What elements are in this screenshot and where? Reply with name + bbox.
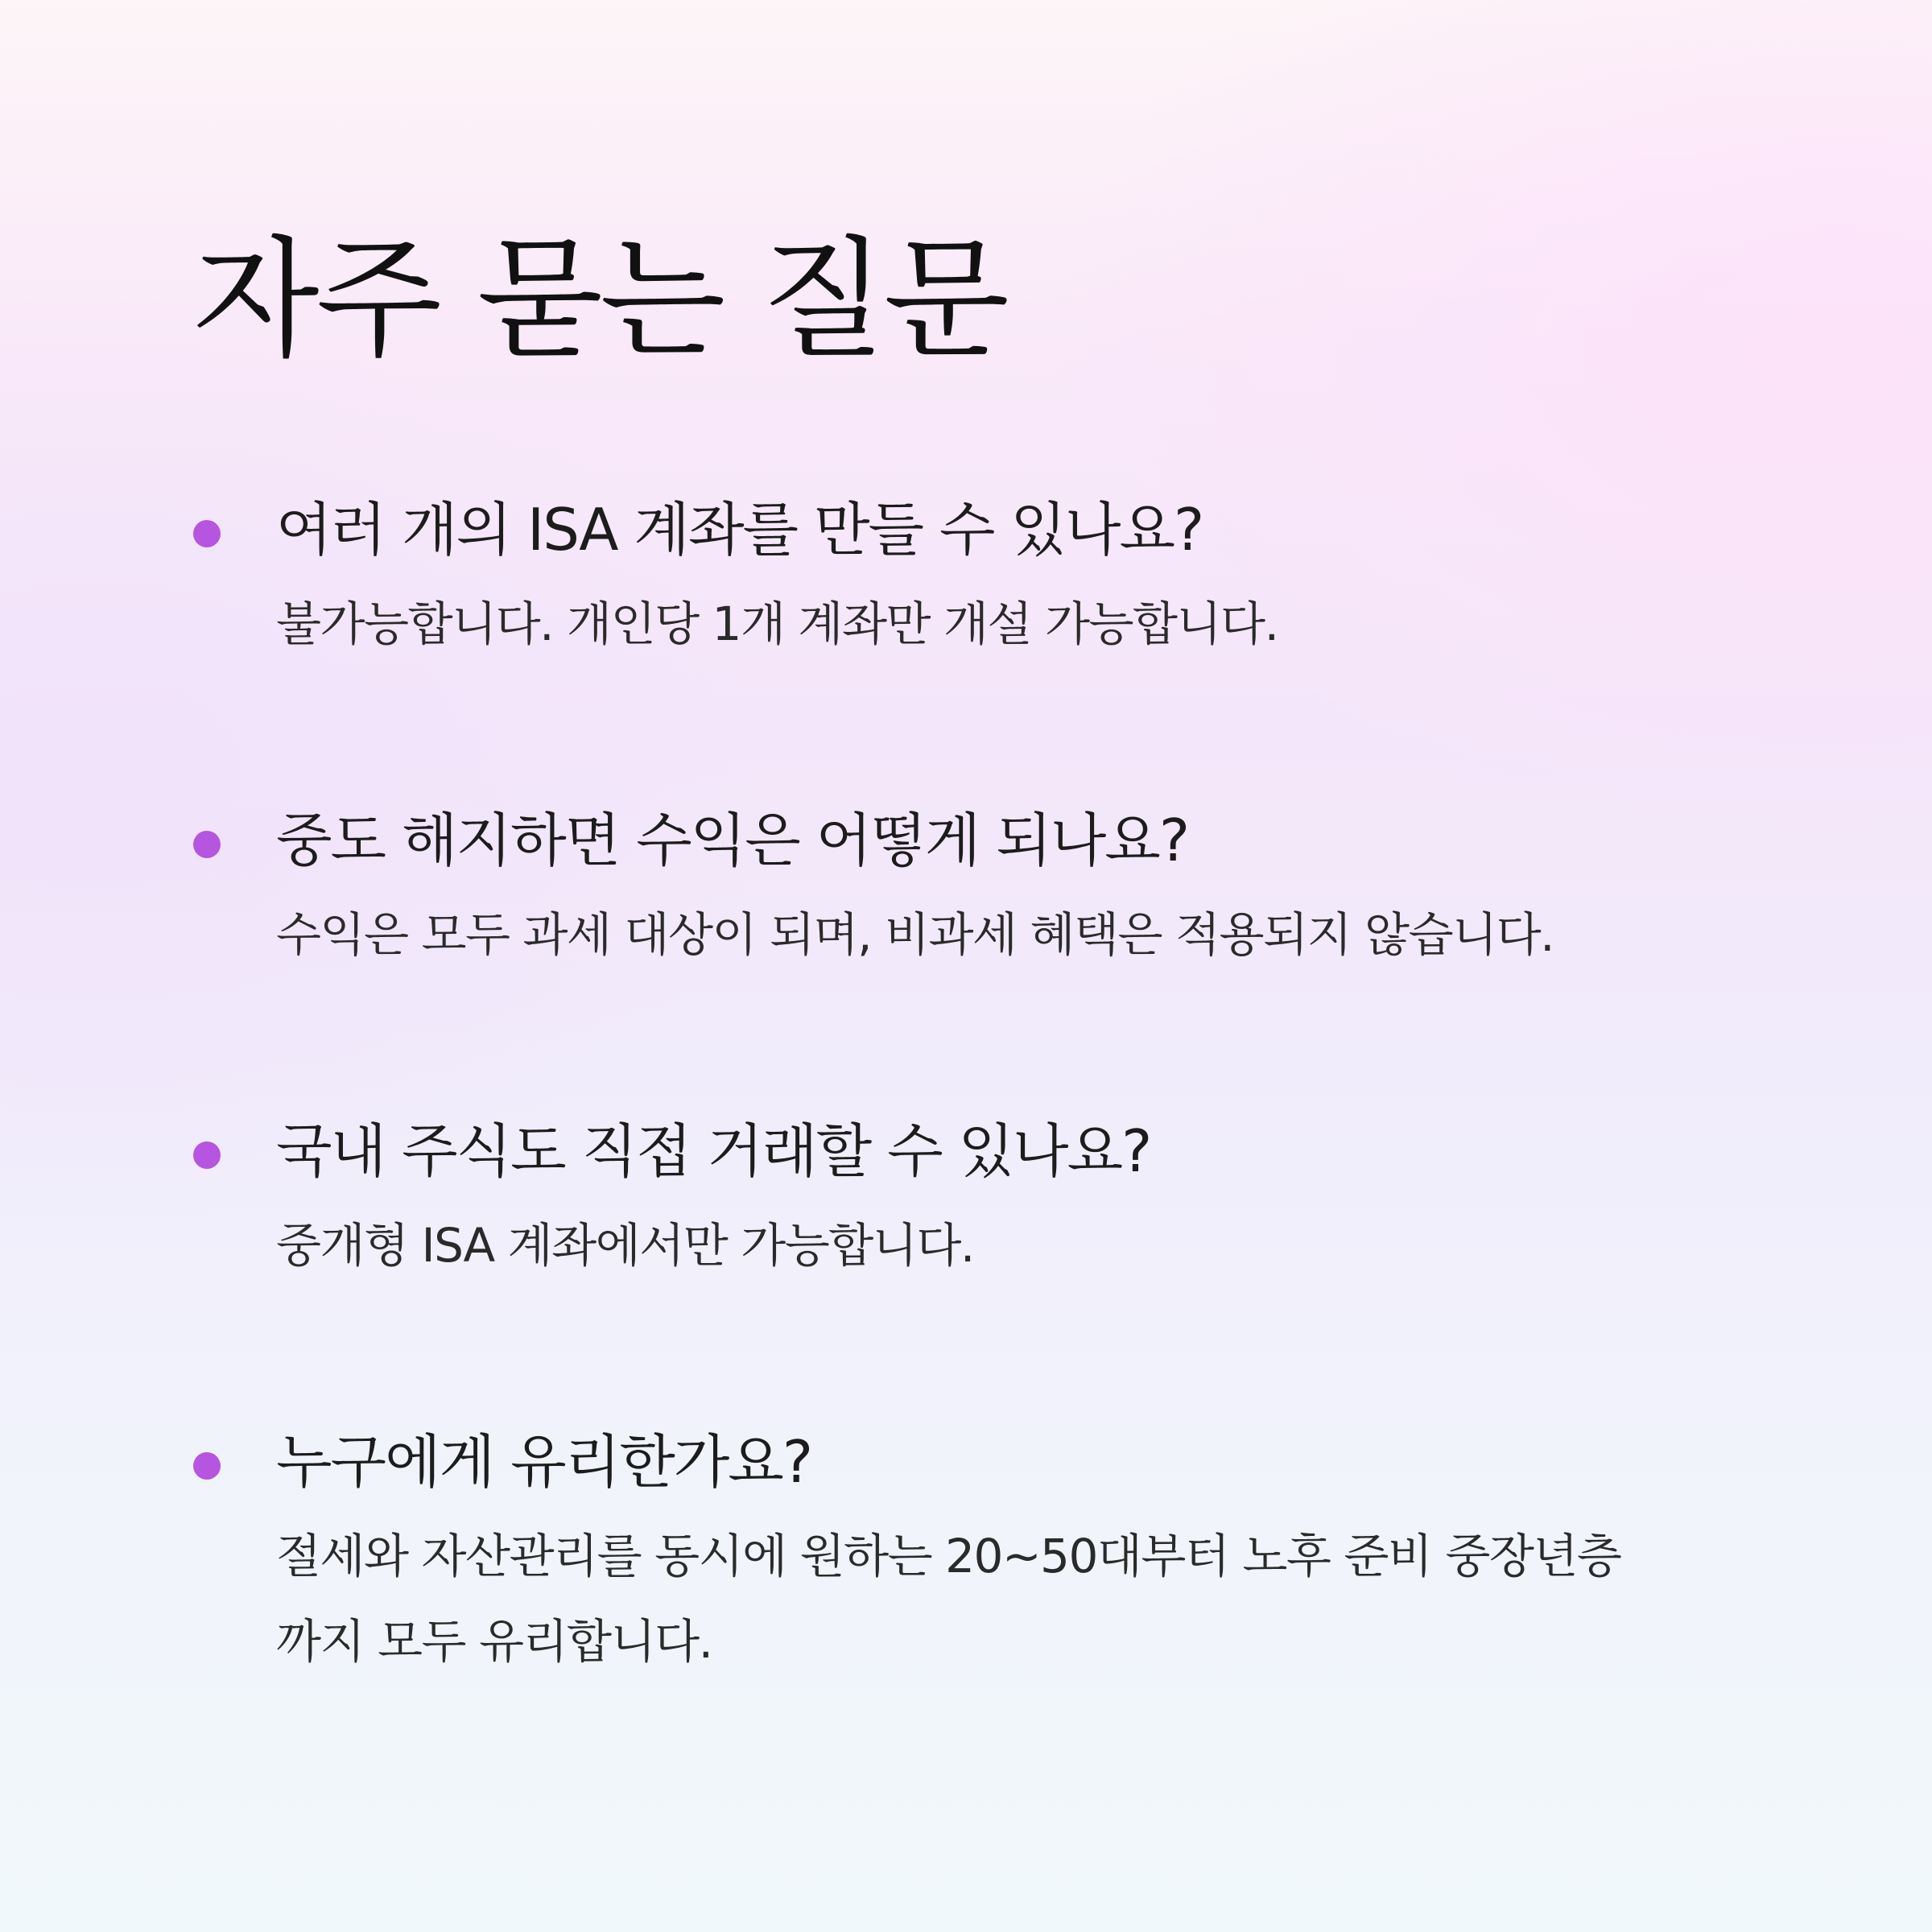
faq-answer: 중개형 ISA 계좌에서만 가능합니다.	[276, 1218, 974, 1273]
faq-question: 중도 해지하면 수익은 어떻게 되나요?	[276, 807, 1189, 874]
bullet-icon	[193, 520, 221, 547]
faq-answer: 불가능합니다. 개인당 1개 계좌만 개설 가능합니다.	[276, 597, 1278, 651]
bullet-icon	[193, 831, 221, 858]
faq-answer: 수익은 모두 과세 대상이 되며, 비과세 혜택은 적용되지 않습니다.	[276, 907, 1554, 962]
bullet-icon	[193, 1452, 221, 1480]
faq-question: 국내 주식도 직접 거래할 수 있나요?	[276, 1117, 1151, 1185]
faq-question: 누구에게 유리한가요?	[276, 1428, 812, 1496]
faq-answer: 절세와 자산관리를 동시에 원하는 20~50대부터 노후 준비 중장년층	[276, 1529, 1621, 1583]
faq-answer: 까지 모두 유리합니다.	[276, 1614, 712, 1669]
faq-question: 여러 개의 ISA 계좌를 만들 수 있나요?	[276, 496, 1203, 564]
page-title: 자주 묻는 질문	[193, 225, 1006, 376]
bullet-icon	[193, 1141, 221, 1169]
